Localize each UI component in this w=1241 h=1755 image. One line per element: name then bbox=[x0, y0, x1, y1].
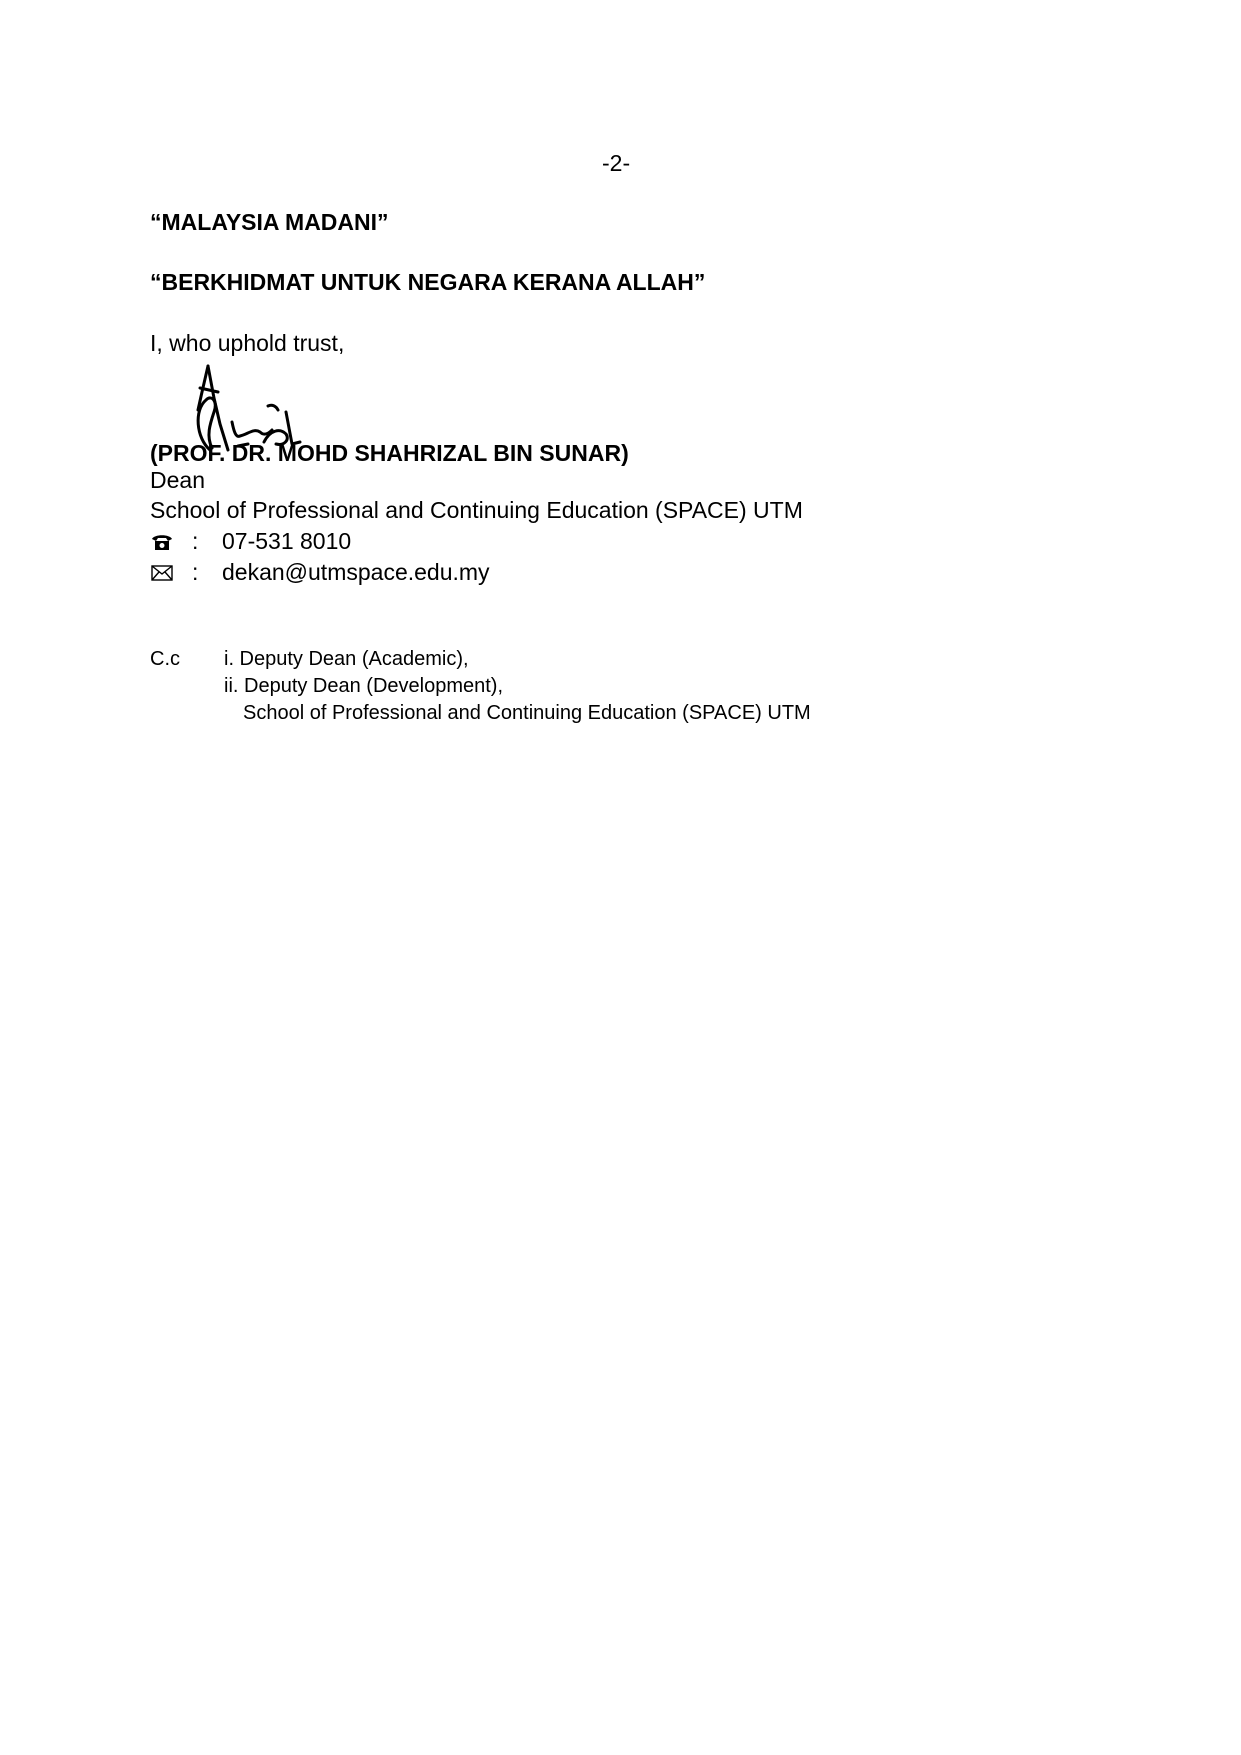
cc-item: School of Professional and Continuing Education (SPACE) UTM bbox=[243, 702, 811, 724]
slogan-berkhidmat: “BERKHIDMAT UNTUK NEGARA KERANA ALLAH” bbox=[150, 269, 706, 295]
cc-item: ii. Deputy Dean (Development), bbox=[224, 675, 504, 697]
signatory-organization: School of Professional and Continuing Education (SPACE) UTM bbox=[150, 497, 803, 523]
contact-email-row bbox=[150, 559, 490, 586]
cc-item: i. Deputy Dean (Academic), bbox=[224, 648, 469, 670]
page-number: -2- bbox=[602, 150, 631, 176]
signatory-title: Dean bbox=[150, 467, 205, 493]
slogan-malaysia-madani: “MALAYSIA MADANI” bbox=[150, 209, 389, 235]
envelope-icon bbox=[150, 561, 174, 585]
closing-line: I, who uphold trust, bbox=[150, 330, 345, 356]
email-address[interactable]: dekan@utmspace.edu.my bbox=[222, 559, 490, 585]
contact-separator: : bbox=[192, 528, 199, 554]
signatory-name: (PROF. DR. MOHD SHAHRIZAL BIN SUNAR) bbox=[150, 440, 629, 466]
contact-phone-row bbox=[150, 528, 351, 555]
phone-number: 07-531 8010 bbox=[222, 528, 352, 554]
contact-separator: : bbox=[192, 559, 199, 585]
phone-icon bbox=[150, 530, 174, 554]
cc-label: C.c bbox=[150, 648, 180, 670]
